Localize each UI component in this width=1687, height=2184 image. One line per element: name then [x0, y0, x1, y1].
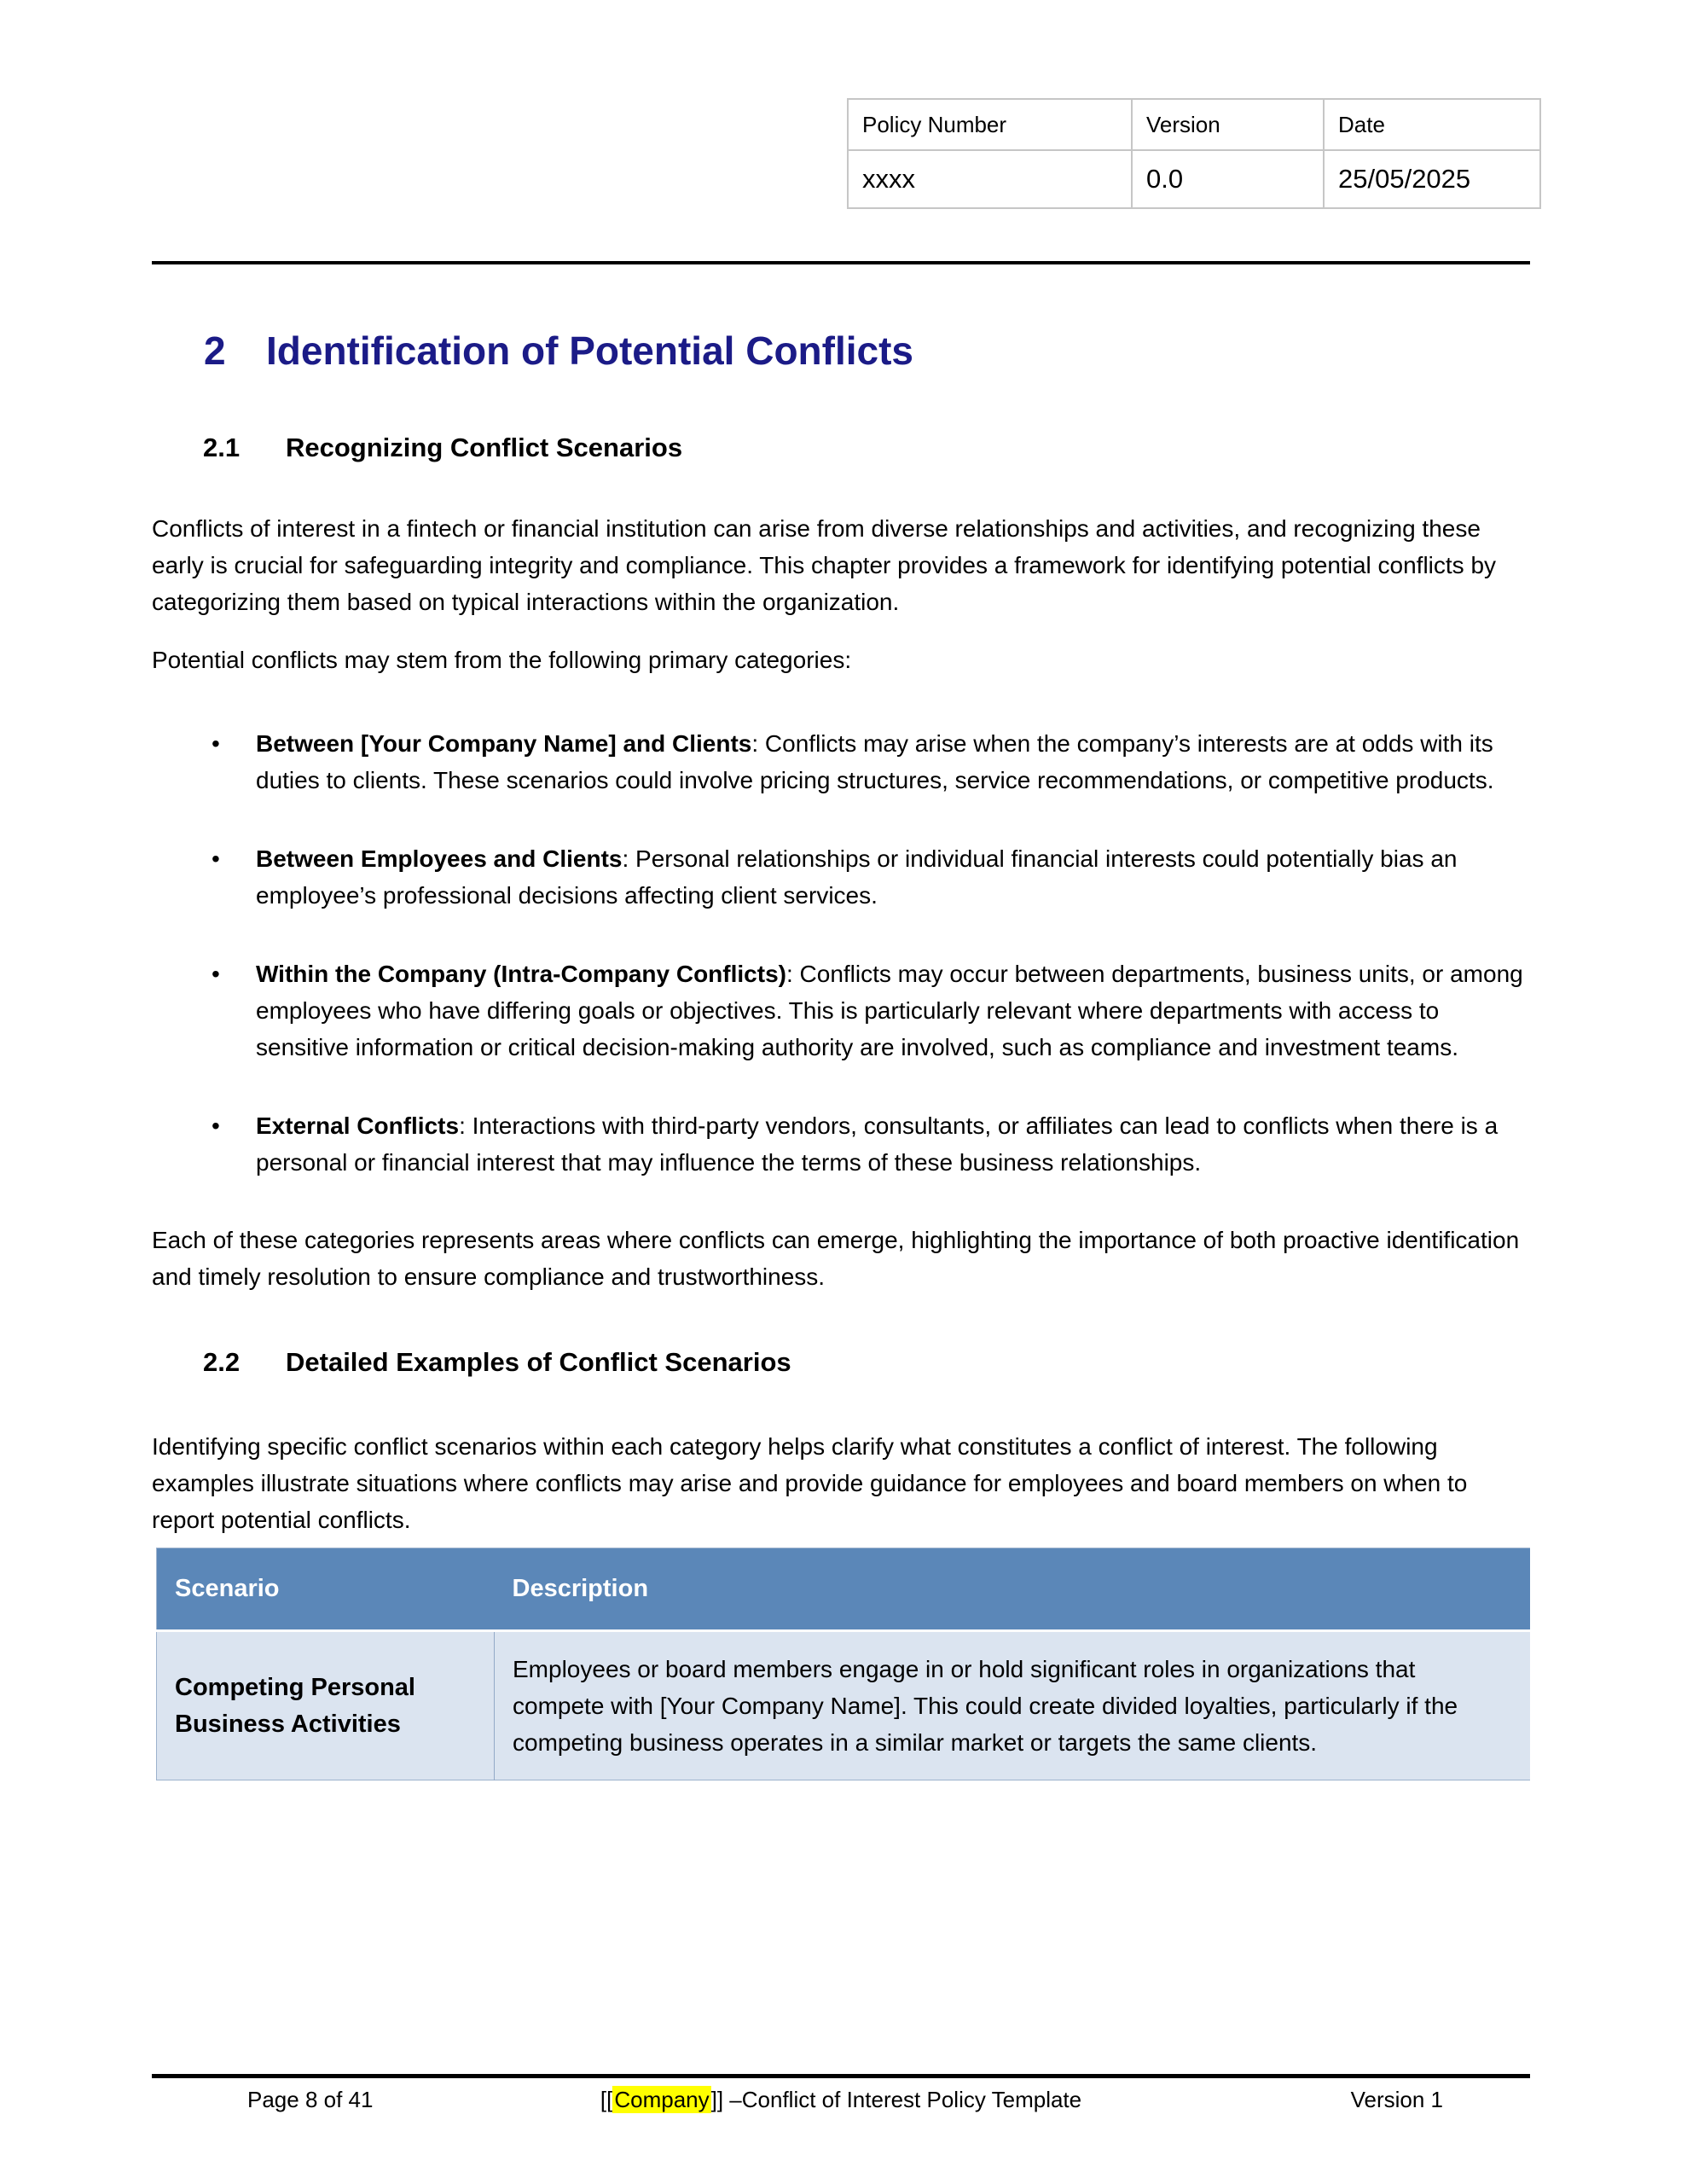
bullet-icon: •: [212, 1112, 220, 1139]
version-value: 0.0: [1132, 150, 1324, 208]
bullet-icon: •: [212, 845, 220, 872]
list-item: [152, 840, 1530, 914]
conflict-category-list: [152, 725, 1530, 1181]
section-heading-2-2: [203, 1345, 1530, 1380]
section-heading-2-1: [203, 431, 1530, 465]
scenario-cell: Competing Personal Business Activities: [157, 1631, 495, 1780]
footer-bracket-open: [[: [600, 2087, 613, 2112]
footer-page-number: Page 8 of 41: [247, 2087, 374, 2112]
page-footer: [152, 2087, 1530, 2121]
document-body: [152, 0, 1530, 2065]
bullet-body-text: : Conflicts may arise when the company’s interests are at odds with its duties to clients. These scenarios could involve pricing structures, service recommendations, or competitive products.: [256, 730, 1494, 793]
section-2-2-title: Detailed Examples of Conflict Scenarios: [286, 1347, 791, 1377]
footer-title-text: ]] –Conflict of Interest Policy Template: [710, 2087, 1082, 2112]
scenario-examples-table: [156, 1548, 1530, 1780]
bullet-bold-lead: Between [Your Company Name] and Clients: [256, 730, 752, 757]
paragraph-examples-intro: Identifying specific conflict scenarios within each category helps clarify what constitutes a conflict of interest. The following examples illustrate situations where conflicts may arise and provide guidance for employees and board members on when to report potential conflicts.: [152, 1433, 1468, 1533]
chapter-heading: [204, 327, 1530, 375]
paragraph-categories-summary: Each of these categories represents areas where conflicts can emerge, highlighting the importance of both proactive identification and timely resolution to ensure compliance and trustworthiness.: [152, 1227, 1520, 1290]
bullet-body-text: : Personal relationships or individual financial interests could potentially bias an employee’s professional decisions affecting client services.: [256, 845, 1458, 909]
chapter-title: Identification of Potential Conflicts: [266, 328, 913, 373]
table-header-row: [157, 1548, 1531, 1631]
footer-document-title: [600, 2087, 1081, 2113]
paragraph-recognizing-intro: Conflicts of interest in a fintech or financial institution can arise from diverse relationships and activities, and recognizing these early is crucial for safeguarding integrity and compliance. This chapter provides a framework for identifying potential conflicts by categorizing them based on typical interactions within the organization.: [152, 515, 1497, 615]
chapter-number: 2: [204, 328, 226, 373]
bullet-bold-lead: Between Employees and Clients: [256, 845, 623, 872]
paragraph-categories-lead: Potential conflicts may stem from the following primary categories:: [152, 647, 852, 673]
date-value: 25/05/2025: [1324, 150, 1540, 208]
list-item: [152, 725, 1530, 799]
bullet-body-text: : Interactions with third-party vendors, consultants, or affiliates can lead to conflicts when there is a personal or financial interest that may influence the terms of these business relationships.: [256, 1112, 1499, 1176]
footer-company-highlight: Company: [614, 2087, 710, 2112]
bullet-bold-lead: Within the Company (Intra-Company Conflicts): [256, 961, 786, 987]
bullet-icon: •: [212, 961, 220, 987]
section-2-1-number: 2.1: [203, 433, 241, 462]
scenario-column-header: Scenario: [157, 1548, 495, 1631]
bullet-body-text: : Conflicts may occur between departments, business units, or among employees who have differing goals or objectives. This is particularly relevant where departments with access to sensitive information or critical decision-making authority are involved, such as compliance and investment teams.: [256, 961, 1523, 1060]
description-column-header: Description: [495, 1548, 1531, 1631]
policy-number-value: xxxx: [848, 150, 1132, 208]
footer-version: Version 1: [1350, 2087, 1443, 2112]
list-item: [152, 1107, 1530, 1181]
version-label: Version: [1132, 99, 1324, 150]
description-cell: Employees or board members engage in or hold significant roles in organizations that compete with [Your Company Name]. This could create divided loyalties, particularly if the competing business operates in a similar market or targets the same clients.: [495, 1631, 1531, 1780]
footer-divider-rule: [152, 2074, 1530, 2078]
section-2-1-title: Recognizing Conflict Scenarios: [286, 433, 683, 462]
table-row: [157, 1631, 1531, 1780]
policy-number-label: Policy Number: [848, 99, 1132, 150]
bullet-icon: •: [212, 730, 220, 757]
section-2-2-number: 2.2: [203, 1347, 241, 1377]
list-item: [152, 956, 1530, 1066]
bullet-bold-lead: External Conflicts: [256, 1112, 460, 1139]
date-label: Date: [1324, 99, 1540, 150]
